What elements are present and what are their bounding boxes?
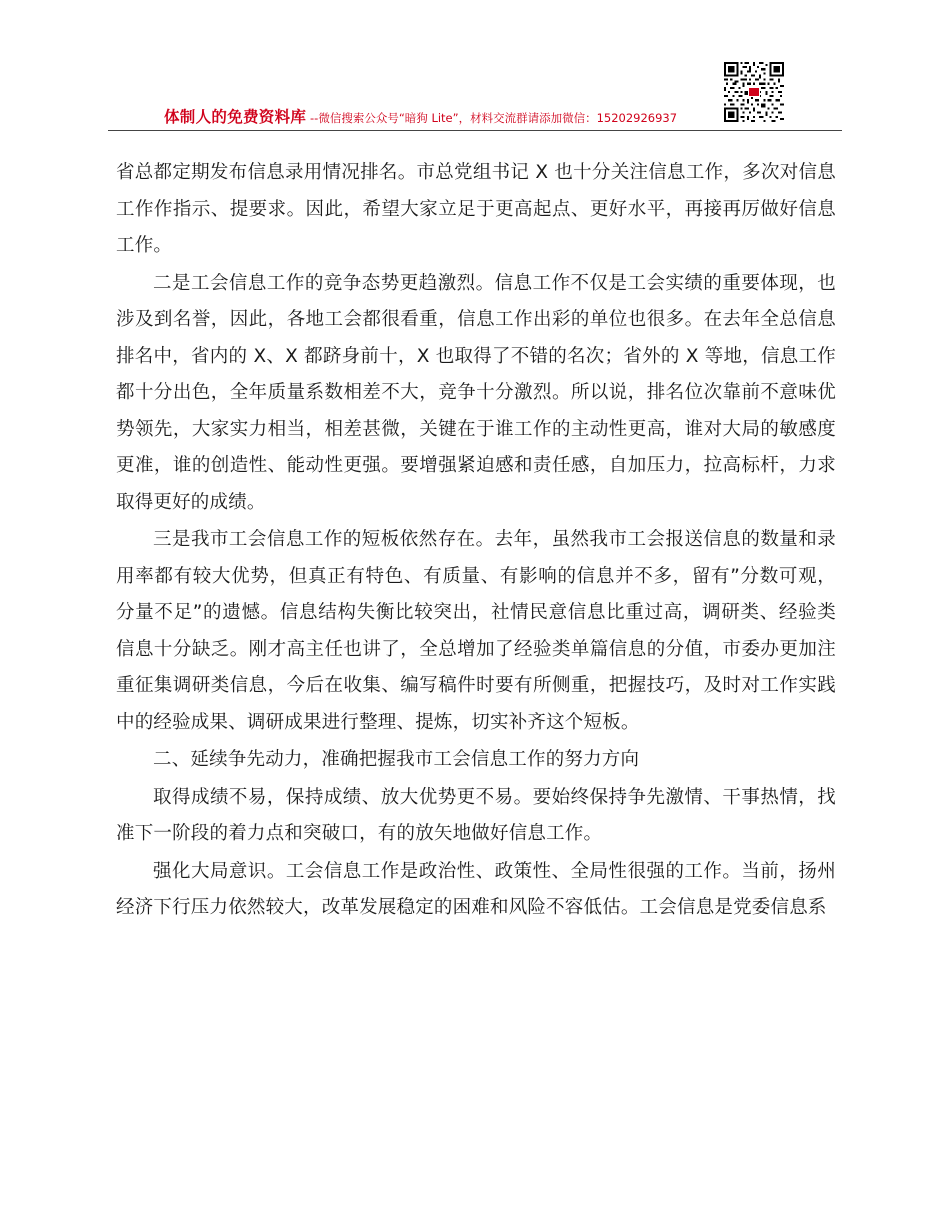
paragraph: 强化大局意识。工会信息工作是政治性、政策性、全局性很强的工作。当前，扬州经济下行压力依然较大，改革发展稳定的困难和风险不容低估。工会信息是党委信息系 bbox=[116, 860, 836, 918]
section-heading: 二、延续争先动力，准确把握我市工会信息工作的努力方向 bbox=[153, 749, 640, 770]
header-text bbox=[164, 108, 677, 127]
paragraph: 取得成绩不易，保持成绩、放大优势更不易。要始终保持争先激情、干事热情，找准下一阶段的着力点和突破口，有的放矢地做好信息工作。 bbox=[116, 786, 836, 844]
paragraph: 三是我市工会信息工作的短板依然存在。去年，虽然我市工会报送信息的数量和录用率都有较大优势，但真正有特色、有质量、有影响的信息并不多，留有”分数可观，分量不足”的遗憾。信息结构失衡比较突出，社情民意信息比重过高，调研类、经验类信息十分缺乏。刚才高主任也讲了，全总增加了经验类单篇信息的分值，市委办更加注重征集调研类信息，今后在收集、编写稿件时要有所侧重，把握技巧，及时对工作实践中的经验成果、调研成果进行整理、提炼，切实补齐这个短板。 bbox=[116, 529, 836, 733]
document-body bbox=[116, 155, 836, 927]
header-divider bbox=[108, 130, 842, 131]
header-tagline: --微信搜索公众号“暗狗 Lite”，材料交流群请添加微信：15202926937 bbox=[310, 111, 678, 125]
qr-code-icon bbox=[724, 62, 784, 122]
page-header bbox=[108, 58, 842, 132]
paragraph-continued: 省总都定期发布信息录用情况排名。市总党组书记 X 也十分关注信息工作，多次对信息工作作指示、提要求。因此，希望大家立足于更高起点、更好水平，再接再厉做好信息工作。 bbox=[116, 162, 836, 256]
header-brand: 体制人的免费资料库 bbox=[164, 108, 307, 126]
paragraph: 二是工会信息工作的竞争态势更趋激烈。信息工作不仅是工会实绩的重要体现，也涉及到名誉，因此，各地工会都很看重，信息工作出彩的单位也很多。在去年全总信息排名中，省内的 X、X 都跻身前十，X 也取得了不错的名次；省外的 X 等地，信息工作都十分出色，全年质量系数相差不大，竞争十分激烈。所以说，排名位次靠前不意味优势领先，大家实力相当，相差甚微，关键在于谁工作的主动性更高，谁对大局的敏感度更准，谁的创造性、能动性更强。要增强紧迫感和责任感，自加压力，拉高标杆，力求取得更好的成绩。 bbox=[116, 272, 836, 513]
